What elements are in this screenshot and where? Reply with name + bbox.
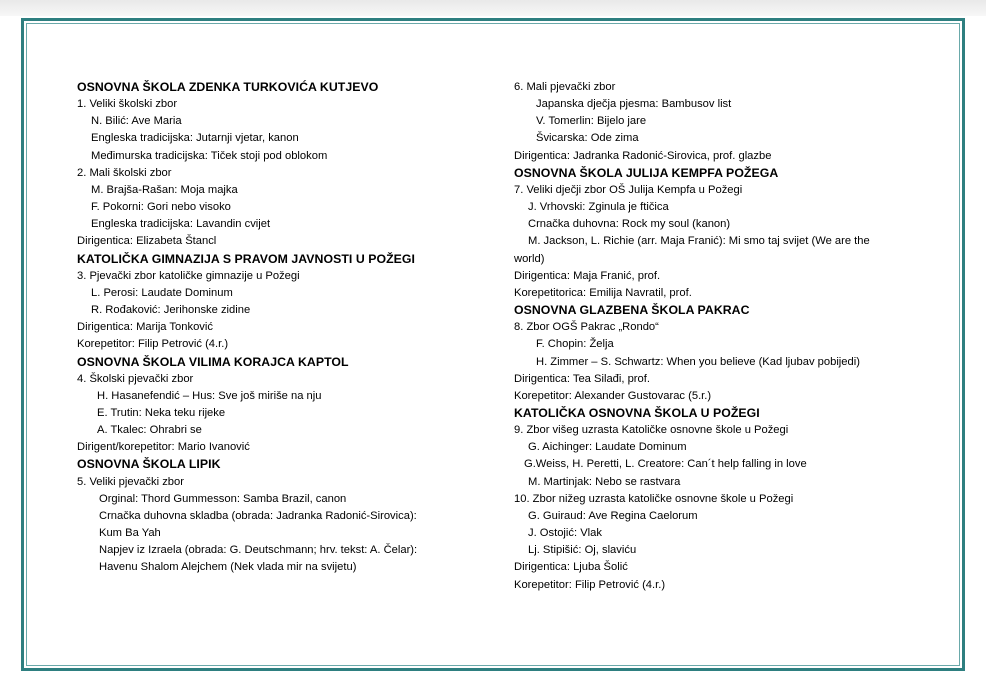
choir-title: 8. Zbor OGŠ Pakrac „Rondo“ — [514, 321, 659, 334]
conductor: Dirigentica: Ljuba Šolić — [514, 561, 628, 574]
conductor: Dirigentica: Tea Silađi, prof. — [514, 372, 650, 385]
accompanist: Korepetitor: Filip Petrović (4.r.) — [514, 578, 666, 591]
song-item: G. Guiraud: Ave Regina Caelorum — [528, 509, 698, 522]
right-column — [514, 79, 914, 594]
song-item: R. Rođaković: Jerihonske zidine — [91, 304, 251, 317]
song-item: Međimurska tradicijska: Tiček stoji pod oblokom — [91, 149, 328, 162]
song-item: N. Bilić: Ave Maria — [91, 115, 182, 128]
song-item: Engleska tradicijska: Lavandin cvijet — [91, 218, 271, 231]
song-item-continued: Kum Ba Yah — [99, 527, 161, 540]
song-item: Engleska tradicijska: Jutarnji vjetar, kanon — [91, 132, 299, 145]
song-item: F. Pokorni: Gori nebo visoko — [91, 201, 231, 214]
song-item: M. Brajša-Rašan: Moja majka — [91, 183, 238, 196]
song-item: M. Jackson, L. Richie (arr. Maja Franić): Mi smo taj svijet (We are the — [528, 235, 870, 248]
accompanist: Korepetitor: Alexander Gustovarac (5.r.) — [514, 389, 712, 402]
choir-title: 3. Pjevački zbor katoličke gimnazije u Požegi — [77, 269, 300, 282]
conductor: Dirigentica: Jadranka Radonić-Sirovica, prof. glazbe — [514, 149, 772, 162]
song-item: J. Vrhovski: Zginula je ftičica — [528, 201, 669, 214]
song-item: G.Weiss, H. Peretti, L. Creatore: Can´t help falling in love — [524, 458, 807, 471]
song-item-continued: world) — [514, 252, 545, 265]
section-title: OSNOVNA GLAZBENA ŠKOLA PAKRAC — [514, 303, 750, 318]
choir-title: 4. Školski pjevački zbor — [77, 372, 194, 385]
song-item: H. Zimmer – S. Schwartz: When you believe (Kad ljubav pobijedi) — [536, 355, 860, 368]
accompanist: Korepetitor: Filip Petrović (4.r.) — [77, 338, 229, 351]
accompanist: Korepetitorica: Emilija Navratil, prof. — [514, 286, 692, 299]
top-band — [0, 0, 986, 16]
song-item: J. Ostojić: Vlak — [528, 527, 602, 540]
choir-title: 9. Zbor višeg uzrasta Katoličke osnovne škole u Požegi — [514, 424, 789, 437]
section-title: OSNOVNA ŠKOLA LIPIK — [77, 457, 221, 472]
choir-title: 5. Veliki pjevački zbor — [77, 475, 184, 488]
song-item: G. Aichinger: Laudate Dominum — [528, 441, 687, 454]
song-item: Crnačka duhovna skladba (obrada: Jadranka Radonić-Sirovica): — [99, 509, 417, 522]
choir-title: 2. Mali školski zbor — [77, 166, 172, 179]
song-item: E. Trutin: Neka teku rijeke — [97, 406, 226, 419]
section-title: OSNOVNA ŠKOLA VILIMA KORAJCA KAPTOL — [77, 354, 349, 369]
song-item: Napjev iz Izraela (obrada: G. Deutschmann; hrv. tekst: A. Čelar): — [99, 544, 418, 557]
song-item: L. Perosi: Laudate Dominum — [91, 286, 233, 299]
song-item-continued: Havenu Shalom Alejchem (Nek vlada mir na svijetu) — [99, 561, 357, 574]
conductor: Dirigent/korepetitor: Mario Ivanović — [77, 441, 250, 454]
song-item: Švicarska: Ode zima — [536, 132, 639, 145]
left-column — [77, 79, 487, 577]
choir-title: 6. Mali pjevački zbor — [514, 81, 616, 93]
song-item: Japanska dječja pjesma: Bambusov list — [536, 98, 732, 111]
conductor: Dirigentica: Marija Tonković — [77, 321, 213, 334]
song-item: V. Tomerlin: Bijelo jare — [536, 115, 647, 128]
section-title: KATOLIČKA OSNOVNA ŠKOLA U POŽEGI — [514, 405, 760, 420]
section-title: OSNOVNA ŠKOLA ZDENKA TURKOVIĆA KUTJEVO — [77, 80, 379, 94]
song-item: F. Chopin: Želja — [536, 338, 614, 351]
conductor: Dirigentica: Elizabeta Štancl — [77, 235, 217, 248]
conductor: Dirigentica: Maja Franić, prof. — [514, 269, 661, 282]
song-item: Lj. Stipišić: Oj, slaviću — [528, 544, 637, 557]
section-title: OSNOVNA ŠKOLA JULIJA KEMPFA POŽEGA — [514, 165, 779, 180]
song-item: A. Tkalec: Ohrabri se — [97, 424, 202, 437]
choir-title: 10. Zbor nižeg uzrasta katoličke osnovne škole u Požegi — [514, 492, 794, 505]
choir-title: 1. Veliki školski zbor — [77, 98, 178, 111]
song-item: M. Martinjak: Nebo se rastvara — [528, 475, 681, 488]
song-item: Orginal: Thord Gummesson: Samba Brazil, canon — [99, 492, 347, 505]
choir-title: 7. Veliki dječji zbor OŠ Julija Kempfa u Požegi — [514, 183, 743, 196]
song-item: Crnačka duhovna: Rock my soul (kanon) — [528, 218, 731, 231]
section-title: KATOLIČKA GIMNAZIJA S PRAVOM JAVNOSTI U POŽEGI — [77, 251, 415, 266]
song-item: H. Hasanefendić – Hus: Sve još miriše na nju — [97, 389, 322, 402]
